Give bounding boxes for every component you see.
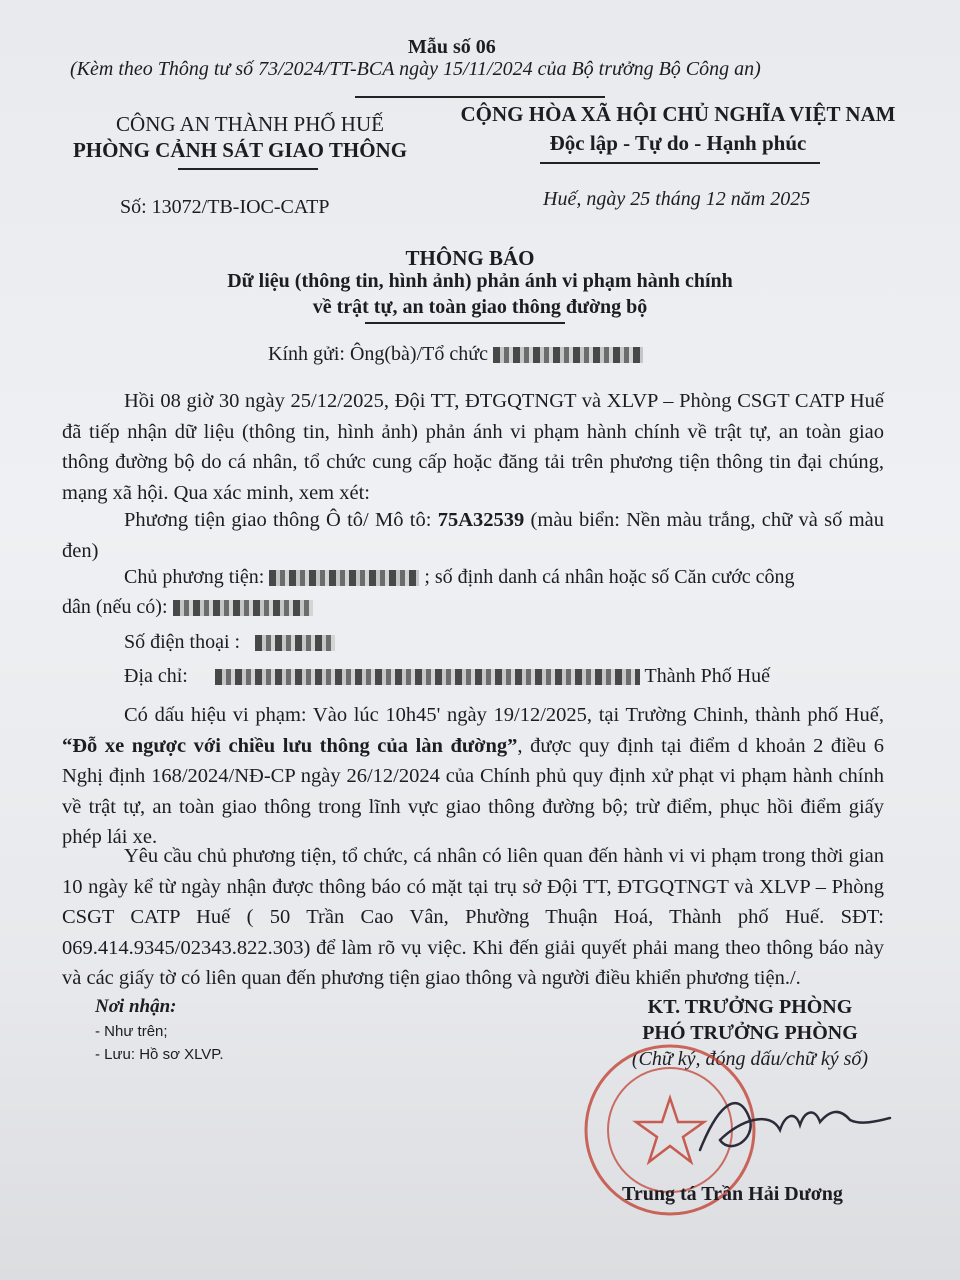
date-place: Huế, ngày 25 tháng 12 năm 2025 [543,188,811,210]
owner-line [124,566,795,589]
document-number: Số: 13072/TB-IOC-CATP [120,196,330,218]
vehicle-plate: 75A32539 [437,509,525,531]
recipient-line [268,343,643,366]
owner-id-text: ; số định danh cá nhân hoặc số Căn cước công [424,566,795,588]
signer-name: Trung tá Trần Hải Dương [622,1183,843,1205]
address-label: Địa chỉ: [124,665,188,687]
recipient-item: - Lưu: Hồ sơ XLVP. [95,1046,224,1063]
org-underline [178,168,318,170]
handwritten-signature-icon [680,1080,900,1170]
attached-note: (Kèm theo Thông tư số 73/2024/TT-BCA ngày 15/11/2024 của Bộ trưởng Bộ Công an) [70,58,761,80]
vehicle-desc: (màu biển: Nền màu trắng, chữ và số màu đen) [62,509,884,562]
owner-id-line [62,596,313,619]
title-sub1: Dữ liệu (thông tin, hình ảnh) phản ánh vi phạm hành chính [227,270,733,292]
nation-title: CỘNG HÒA XÃ HỘI CHỦ NGHĨA VIỆT NAM [460,102,896,126]
violation-behavior: “Đỗ xe ngược với chiều lưu thông của làn đường” [62,734,518,757]
address-city: Thành Phố Huế [644,665,771,687]
recipient-label: Kính gửi: Ông(bà)/Tổ chức [268,343,488,365]
header-divider [355,96,605,98]
violation-pre: Có dấu hiệu vi phạm: Vào lúc 10h45' ngày 19/12/2025, tại Trường Chinh, thành phố Huế, [124,704,884,726]
recipients-title: Nơi nhận: [95,996,177,1017]
signature-role1: KT. TRƯỞNG PHÒNG [647,996,853,1018]
form-number: Mẫu số 06 [408,36,496,58]
title-underline [365,322,565,324]
motto: Độc lập - Tự do - Hạnh phúc [549,131,807,155]
title-sub2: về trật tự, an toàn giao thông đường bộ [312,296,648,318]
redacted-recipient [493,347,643,363]
violation-post: , được quy định tại điểm d khoản 2 điều 6 Nghị định 168/2024/NĐ-CP ngày 26/12/2024 của Chính phủ quy định xử phạt vi phạm hành chính về trật tự, an toàn giao thông trong lĩnh vực giao thông đường bộ; trừ điểm, phục hồi điểm giấy phép lái xe. [62,734,884,848]
recipient-item: - Như trên; [95,1023,168,1040]
request-paragraph: Yêu cầu chủ phương tiện, tổ chức, cá nhân có liên quan đến hành vi vi phạm trong thời gian 10 ngày kể từ ngày nhận được thông báo có mặt tại trụ sở Đội TT, ĐTGQTNGT và XLVP – Phòng CSGT CATP Huế ( 50 Trần Cao Vân, Phường Thuận Hoá, Thành phố Huế. SĐT: 069.414.9345/02343.822.303) để làm rõ vụ việc. Khi đến giải quyết phải mang theo thông báo này và các giấy tờ có liên quan đến phương tiện giao thông và người điều khiển phương tiện./. [62,845,884,989]
motto-underline [540,162,820,164]
redacted-owner [269,570,419,586]
paragraph-intake: Hồi 08 giờ 30 ngày 25/12/2025, Đội TT, ĐTGQTNGT và XLVP – Phòng CSGT CATP Huế đã tiếp nhận dữ liệu (thông tin, hình ảnh) phản ánh vi phạm hành chính về trật tự, an toàn giao thông đường bộ do cá nhân, tổ chức cung cấp hoặc đăng tải trên phương tiện thông tin đại chúng, mạng xã hội. Qua xác minh, xem xét: [62,390,884,504]
redacted-phone [255,635,335,651]
address-line [124,665,770,688]
owner-label: Chủ phương tiện: [124,566,270,588]
phone-line [124,631,335,654]
phone-label: Số điện thoại : [124,631,241,653]
redacted-address [215,669,640,685]
owner-id-label: dân (nếu có): [62,596,168,618]
violation-paragraph [62,700,884,853]
signature-note: (Chữ ký, đóng dấu/chữ ký số) [631,1048,869,1070]
vehicle-paragraph [62,505,884,566]
org-top: CÔNG AN THÀNH PHỐ HUẾ [116,112,384,136]
vehicle-label: Phương tiện giao thông Ô tô/ Mô tô: [124,509,438,531]
signature-role2: PHÓ TRƯỞNG PHÒNG [642,1022,858,1044]
redacted-id [173,600,313,616]
title-main: THÔNG BÁO [405,246,535,270]
org-unit: PHÒNG CẢNH SÁT GIAO THÔNG [72,138,408,162]
